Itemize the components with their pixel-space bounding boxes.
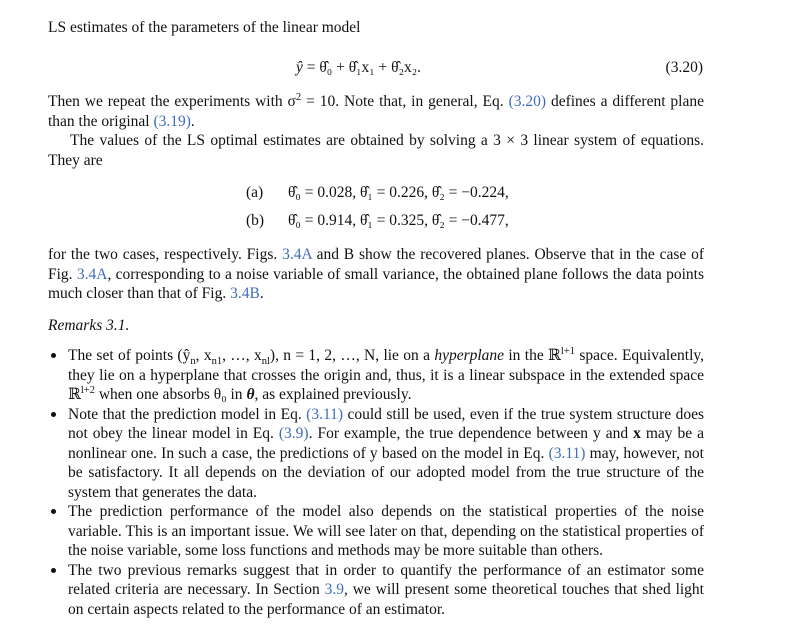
result-row-a	[246, 183, 509, 205]
result-row-b	[246, 211, 509, 233]
fig-ref-3-4b[interactable]: 3.4B	[230, 285, 260, 302]
eq-ref-3-20[interactable]: (3.20)	[508, 93, 547, 110]
result-label-b: (b)	[246, 212, 265, 229]
remarks-list	[48, 346, 704, 619]
list-item: The set of points ($ŷ_n$, $x_{n1}$, …, $x_{nl}$), n = 1, 2, …, N, lie on a hyperplane in the ℝ$^{l+1}$ space. Equivalently, they lie on a hyperplane that crosses the origin and, thus, it is a linear subspace in the extended space ℝ$^{l+2}$ when one absorbs θ₀ in θ, as explained previously.	[48, 346, 704, 405]
list-item: The prediction performance of the model also depends on the statistical properties of the noise variable. This is an important issue. We will see later on that, depending on the statistical properties of the noise variable, some loss functions and methods may be more suitable than others.	[48, 502, 704, 561]
result-label-a: (a)	[246, 184, 264, 201]
bullet-icon	[51, 353, 56, 358]
bullet-icon	[51, 509, 56, 514]
estimate-results	[246, 183, 509, 233]
equation-3-20	[0, 58, 704, 80]
bullet-icon	[51, 412, 56, 417]
list-item: The two previous remarks suggest that in order to quantify the performance of an estimator some related criteria are necessary. In Section 3.9, we will present some theoretical touches that shed light on certain aspects related to the performance of an estimator.	[48, 561, 704, 620]
fig-ref-3-4a[interactable]: 3.4A	[282, 246, 312, 263]
result-values-b: θ̂₀ = 0.914, θ̂₁ = 0.325, θ̂₂ = −0.477,	[288, 212, 509, 229]
eq-ref-3-19[interactable]: (3.19)	[153, 112, 191, 130]
list-item: Note that the prediction model in Eq. (3.11) could still be used, even if the true system structure does not obey the linear model in Eq. (3.9). For example, the true dependence between y and x may be a nonlinear one. In such a case, the predictions of y based on the model in Eq. (3.11) may, however, not be satisfactory. It all depends on the deviation of our adopted model from the true structure of the system that generates the data.	[48, 405, 704, 503]
section-ref-3-9[interactable]: 3.9	[324, 581, 344, 598]
equation-body: ŷ = θ̂₀ + θ̂₁x₁ + θ̂₂x₂.	[296, 59, 422, 76]
bullet-icon	[51, 568, 56, 573]
eq-ref-3-11[interactable]: (3.11)	[306, 405, 344, 423]
eq-ref-3-11-second[interactable]: (3.11)	[548, 444, 586, 462]
paragraph-ls-estimates: The values of the LS optimal estimates are obtained by solving a 3 × 3 linear system of equations. They are	[48, 132, 704, 169]
paragraph-noise-variance: Then we repeat the experiments with $\sigma^2 = 10$. Note that, in general, Eq. (3.20) defines a different plane than the original (3.19).	[48, 91, 704, 130]
remarks-heading: Remarks 3.1.	[48, 317, 130, 334]
eq-ref-3-9[interactable]: (3.9)	[278, 425, 309, 442]
fig-ref-3-4a-second[interactable]: 3.4A	[76, 265, 108, 283]
intro-text: LS estimates of the parameters of the linear model	[48, 19, 361, 36]
equation-number: (3.20)	[665, 59, 703, 76]
paragraph-figures: for the two cases, respectively. Figs. 3.4A and B show the recovered planes. Observe that in the case of Fig. 3.4A, corresponding to a noise variable of small variance, the obtained plane follows the data points much closer than that of Fig. 3.4B.	[48, 246, 704, 302]
result-values-a: θ̂₀ = 0.028, θ̂₁ = 0.226, θ̂₂ = −0.224,	[288, 184, 509, 201]
